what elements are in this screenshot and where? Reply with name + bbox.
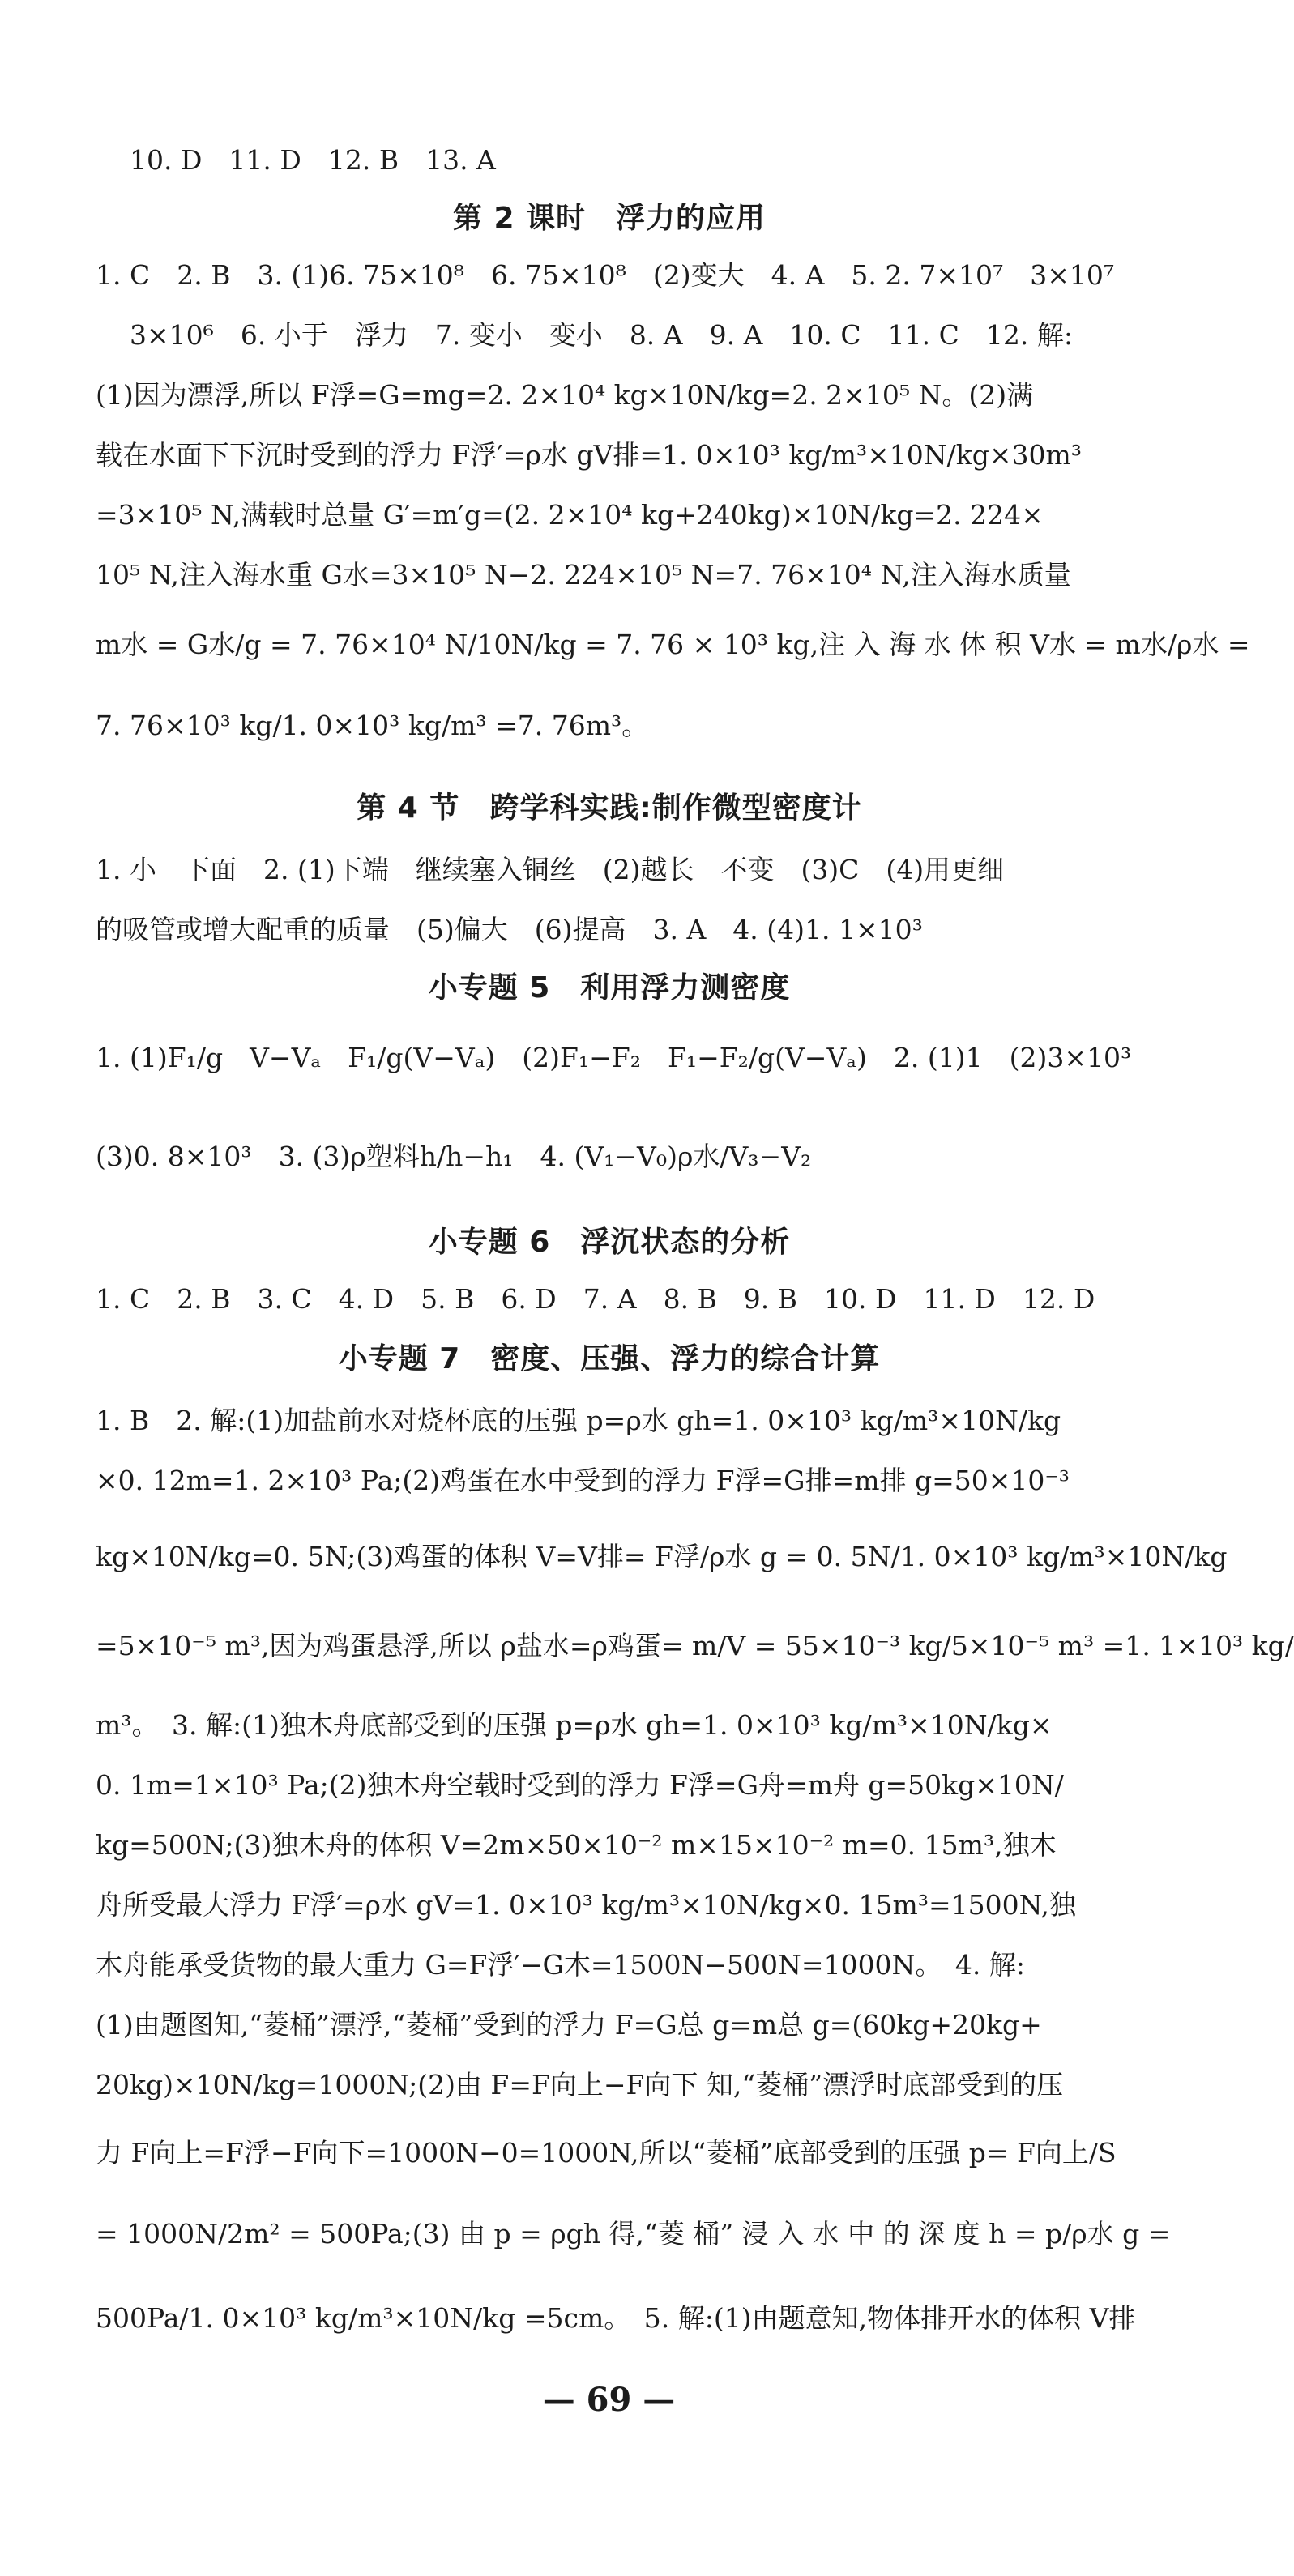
text-line: m水 = G水/g = 7. 76×10⁴ N/10N/kg = 7. 76 × 10³ kg,注 入 海 水 体 积 V水 = m水/ρ水 = — [96, 629, 1250, 660]
text-line: =5×10⁻⁵ m³,因为鸡蛋悬浮,所以 ρ盐水=ρ鸡蛋= m/V = 55×10⁻³ kg/5×10⁻⁵ m³ =1. 1×10³ kg/ — [96, 1630, 1294, 1661]
section-heading: 小专题 6 浮沉状态的分析 — [428, 1226, 791, 1259]
text-line: = 1000N/2m² = 500Pa;(3) 由 p = ρgh 得,“菱 桶” 浸 入 水 中 的 深 度 h = p/ρ水 g = — [96, 2218, 1171, 2250]
text-line: 10. D 11. D 12. B 13. A — [130, 144, 496, 176]
text-line: 500Pa/1. 0×10³ kg/m³×10N/kg =5cm。 5. 解:(1)由题意知,物体排开水的体积 V排 — [96, 2302, 1136, 2334]
section-heading: 第 4 节 跨学科实践:制作微型密度计 — [357, 791, 862, 825]
text-line: kg=500N;(3)独木舟的体积 V=2m×50×10⁻² m×15×10⁻² m=0. 15m³,独木 — [96, 1829, 1057, 1861]
text-line: 载在水面下下沉时受到的浮力 F浮′=ρ水 gV排=1. 0×10³ kg/m³×10N/kg×30m³ — [96, 439, 1083, 471]
text-line: 1. 小 下面 2. (1)下端 继续塞入铜丝 (2)越长 不变 (3)C (4)用更细 — [96, 854, 1005, 885]
text-line: =3×10⁵ N,满载时总量 G′=m′g=(2. 2×10⁴ kg+240kg)×10N/kg=2. 224× — [96, 499, 1044, 531]
text-line: 20kg)×10N/kg=1000N;(2)由 F=F向上−F向下 知,“菱桶”漂浮时底部受到的压 — [96, 2069, 1064, 2100]
text-line: (1)因为漂浮,所以 F浮=G=mg=2. 2×10⁴ kg×10N/kg=2. 2×10⁵ N。(2)满 — [96, 379, 1034, 411]
text-line: 1. C 2. B 3. (1)6. 75×10⁸ 6. 75×10⁸ (2)变大 4. A 5. 2. 7×10⁷ 3×10⁷ — [96, 259, 1115, 291]
text-line: 的吸管或增大配重的质量 (5)偏大 (6)提高 3. A 4. (4)1. 1×10³ — [96, 914, 923, 945]
text-line: 舟所受最大浮力 F浮′=ρ水 gV=1. 0×10³ kg/m³×10N/kg×0. 15m³=1500N,独 — [96, 1889, 1076, 1921]
text-line: 0. 1m=1×10³ Pa;(2)独木舟空载时受到的浮力 F浮=G舟=m舟 g=50kg×10N/ — [96, 1769, 1064, 1801]
text-line: 7. 76×10³ kg/1. 0×10³ kg/m³ =7. 76m³。 — [96, 710, 649, 741]
section-heading: 小专题 7 密度、压强、浮力的综合计算 — [338, 1342, 881, 1375]
page-number: — 69 — — [542, 2381, 676, 2419]
text-line: 1. C 2. B 3. C 4. D 5. B 6. D 7. A 8. B 9. B 10. D 11. D 12. D — [96, 1283, 1095, 1315]
text-line: m³。 3. 解:(1)独木舟底部受到的压强 p=ρ水 gh=1. 0×10³ kg/m³×10N/kg× — [96, 1709, 1053, 1741]
text-line: 力 F向上=F浮−F向下=1000N−0=1000N,所以“菱桶”底部受到的压强 p= F向上/S — [96, 2137, 1117, 2169]
text-line: 3×10⁶ 6. 小于 浮力 7. 变小 变小 8. A 9. A 10. C 11. C 12. 解: — [130, 319, 1073, 351]
text-line: ×0. 12m=1. 2×10³ Pa;(2)鸡蛋在水中受到的浮力 F浮=G排=m排 g=50×10⁻³ — [96, 1465, 1070, 1496]
text-line: 1. (1)F₁/g V−Vₐ F₁/g(V−Vₐ) (2)F₁−F₂ F₁−F₂/g(V−Vₐ) 2. (1)1 (2)3×10³ — [96, 1042, 1132, 1073]
text-line: 木舟能承受货物的最大重力 G=F浮′−G木=1500N−500N=1000N。 4. 解: — [96, 1949, 1026, 1981]
text-line: kg×10N/kg=0. 5N;(3)鸡蛋的体积 V=V排= F浮/ρ水 g = 0. 5N/1. 0×10³ kg/m³×10N/kg — [96, 1541, 1228, 1572]
section-heading: 小专题 5 利用浮力测密度 — [428, 971, 791, 1004]
text-line: (3)0. 8×10³ 3. (3)ρ塑料h/h−h₁ 4. (V₁−V₀)ρ水/V₃−V₂ — [96, 1141, 812, 1172]
text-line: 10⁵ N,注入海水重 G水=3×10⁵ N−2. 224×10⁵ N=7. 76×10⁴ N,注入海水质量 — [96, 559, 1071, 591]
text-line: (1)由题图知,“菱桶”漂浮,“菱桶”受到的浮力 F=G总 g=m总 g=(60kg+20kg+ — [96, 2009, 1042, 2041]
section-heading: 第 2 课时 浮力的应用 — [452, 202, 767, 235]
text-line: 1. B 2. 解:(1)加盐前水对烧杯底的压强 p=ρ水 gh=1. 0×10³ kg/m³×10N/kg — [96, 1405, 1061, 1436]
